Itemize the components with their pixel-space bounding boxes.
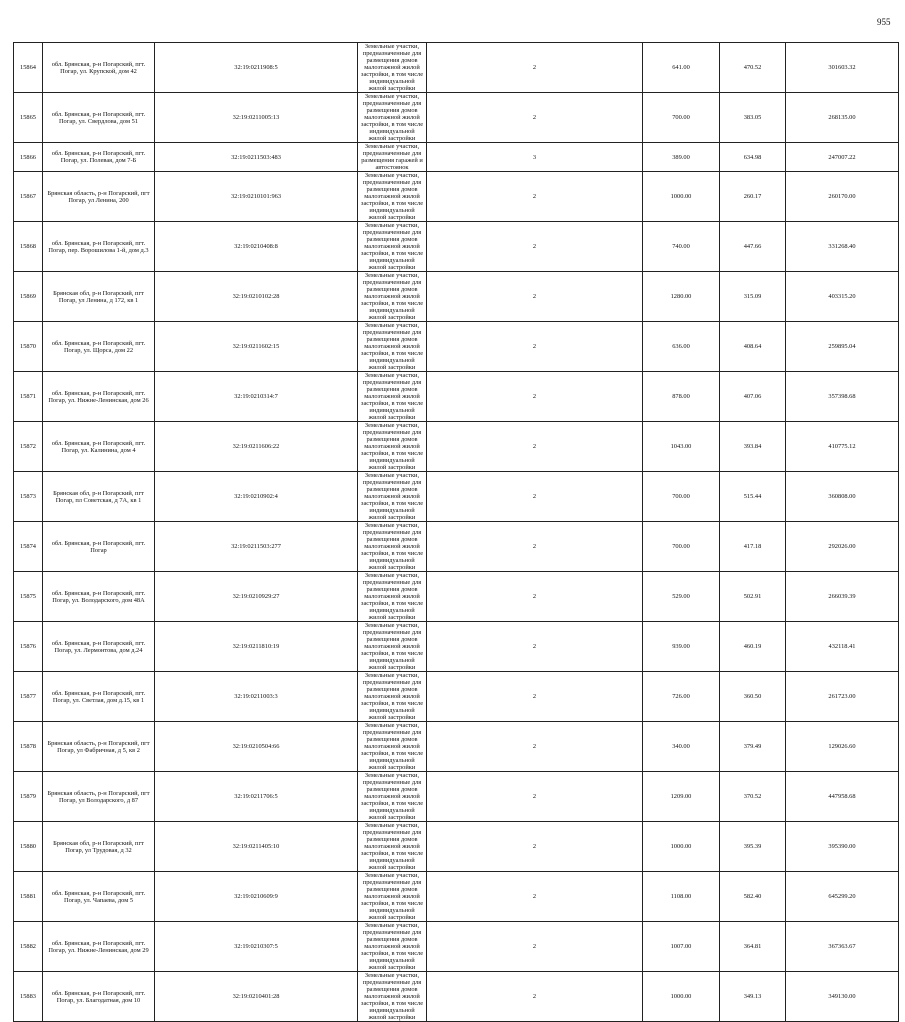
row-number-cell: 15869 bbox=[14, 272, 43, 322]
area-cell: 641.00 bbox=[643, 43, 720, 93]
page-number: 955 bbox=[877, 17, 891, 27]
cadastral-number-cell: 32:19:0210307:5 bbox=[155, 922, 358, 972]
group-cell: 2 bbox=[427, 822, 643, 872]
cadastral-value-cell: 432118.41 bbox=[786, 622, 899, 672]
area-cell: 1000.00 bbox=[643, 172, 720, 222]
cadastral-value-cell: 645299.20 bbox=[786, 872, 899, 922]
table-row bbox=[14, 322, 899, 372]
table-row bbox=[14, 772, 899, 822]
row-number-cell: 15882 bbox=[14, 922, 43, 972]
land-use-cell: Земельные участки, предназначенные для размещения домов малоэтажной жилой застройки, в том числе индивидуальной жилой застройки bbox=[358, 43, 427, 93]
specific-value-cell: 460.19 bbox=[720, 622, 786, 672]
row-number-cell: 15871 bbox=[14, 372, 43, 422]
group-cell: 3 bbox=[427, 143, 643, 172]
cadastral-number-cell: 32:19:0210902:4 bbox=[155, 472, 358, 522]
land-use-cell: Земельные участки, предназначенные для размещения домов малоэтажной жилой застройки, в том числе индивидуальной жилой застройки bbox=[358, 922, 427, 972]
group-cell: 2 bbox=[427, 922, 643, 972]
row-number-cell: 15865 bbox=[14, 93, 43, 143]
table-row bbox=[14, 372, 899, 422]
row-number-cell: 15874 bbox=[14, 522, 43, 572]
cadastral-value-cell: 268135.00 bbox=[786, 93, 899, 143]
group-cell: 2 bbox=[427, 672, 643, 722]
cadastral-number-cell: 32:19:0210102:28 bbox=[155, 272, 358, 322]
row-number-cell: 15877 bbox=[14, 672, 43, 722]
row-number-cell: 15879 bbox=[14, 772, 43, 822]
table-row bbox=[14, 622, 899, 672]
cadastral-value-cell: 357398.68 bbox=[786, 372, 899, 422]
cadastral-number-cell: 32:19:0210929:27 bbox=[155, 572, 358, 622]
address-cell: обл. Брянская, р-н Погарский, пгт. Погар, ул. Нижне-Ленинская, дом 29 bbox=[43, 922, 155, 972]
specific-value-cell: 470.52 bbox=[720, 43, 786, 93]
address-cell: обл. Брянская, р-н Погарский, пгт. Погар, ул. Полевая, дом 7-Б bbox=[43, 143, 155, 172]
specific-value-cell: 370.52 bbox=[720, 772, 786, 822]
cadastral-value-cell: 360808.00 bbox=[786, 472, 899, 522]
specific-value-cell: 634.98 bbox=[720, 143, 786, 172]
table-row bbox=[14, 93, 899, 143]
cadastral-value-cell: 403315.20 bbox=[786, 272, 899, 322]
specific-value-cell: 582.40 bbox=[720, 872, 786, 922]
specific-value-cell: 360.50 bbox=[720, 672, 786, 722]
area-cell: 1209.00 bbox=[643, 772, 720, 822]
group-cell: 2 bbox=[427, 43, 643, 93]
area-cell: 726.00 bbox=[643, 672, 720, 722]
table-row bbox=[14, 422, 899, 472]
cadastral-value-cell: 260170.00 bbox=[786, 172, 899, 222]
cadastral-number-cell: 32:19:0211908:5 bbox=[155, 43, 358, 93]
area-cell: 878.00 bbox=[643, 372, 720, 422]
group-cell: 2 bbox=[427, 522, 643, 572]
row-number-cell: 15872 bbox=[14, 422, 43, 472]
address-cell: Брянская обл, р-н Погарский, пгт Погар, ул Ленина, д 172, кв 1 bbox=[43, 272, 155, 322]
row-number-cell: 15873 bbox=[14, 472, 43, 522]
land-use-cell: Земельные участки, предназначенные для размещения гаражей и автостоянок bbox=[358, 143, 427, 172]
area-cell: 1000.00 bbox=[643, 972, 720, 1022]
land-use-cell: Земельные участки, предназначенные для размещения домов малоэтажной жилой застройки, в том числе индивидуальной жилой застройки bbox=[358, 672, 427, 722]
land-use-cell: Земельные участки, предназначенные для размещения домов малоэтажной жилой застройки, в том числе индивидуальной жилой застройки bbox=[358, 822, 427, 872]
land-use-cell: Земельные участки, предназначенные для размещения домов малоэтажной жилой застройки, в том числе индивидуальной жилой застройки bbox=[358, 622, 427, 672]
row-number-cell: 15883 bbox=[14, 972, 43, 1022]
cadastral-number-cell: 32:19:0210314:7 bbox=[155, 372, 358, 422]
cadastral-number-cell: 32:19:0211005:13 bbox=[155, 93, 358, 143]
address-cell: Брянская область, р-н Погарский, пгт Погар, ул Ленина, 200 bbox=[43, 172, 155, 222]
area-cell: 740.00 bbox=[643, 222, 720, 272]
cadastral-number-cell: 32:19:0211810:19 bbox=[155, 622, 358, 672]
table-row bbox=[14, 572, 899, 622]
land-use-cell: Земельные участки, предназначенные для размещения домов малоэтажной жилой застройки, в том числе индивидуальной жилой застройки bbox=[358, 722, 427, 772]
specific-value-cell: 408.64 bbox=[720, 322, 786, 372]
address-cell: обл. Брянская, р-н Погарский, пгт. Погар, ул. Щорса, дом 22 bbox=[43, 322, 155, 372]
table-row bbox=[14, 472, 899, 522]
row-number-cell: 15866 bbox=[14, 143, 43, 172]
cadastral-number-cell: 32:19:0210609:9 bbox=[155, 872, 358, 922]
cadastral-number-cell: 32:19:0210408:8 bbox=[155, 222, 358, 272]
address-cell: обл. Брянская, р-н Погарский, пгт. Погар, ул. Чапаева, дом 5 bbox=[43, 872, 155, 922]
table-row bbox=[14, 43, 899, 93]
area-cell: 389.00 bbox=[643, 143, 720, 172]
table-row bbox=[14, 722, 899, 772]
cadastral-number-cell: 32:19:0210101:963 bbox=[155, 172, 358, 222]
cadastral-number-cell: 32:19:0211003:3 bbox=[155, 672, 358, 722]
area-cell: 1000.00 bbox=[643, 822, 720, 872]
land-use-cell: Земельные участки, предназначенные для размещения домов малоэтажной жилой застройки, в том числе индивидуальной жилой застройки bbox=[358, 172, 427, 222]
table-row bbox=[14, 922, 899, 972]
row-number-cell: 15880 bbox=[14, 822, 43, 872]
address-cell: обл. Брянская, р-н Погарский, пгт. Погар, ул. Володарского, дом 48А bbox=[43, 572, 155, 622]
specific-value-cell: 315.09 bbox=[720, 272, 786, 322]
cadastral-value-table bbox=[13, 42, 899, 1022]
group-cell: 2 bbox=[427, 372, 643, 422]
address-cell: Брянская обл, р-н Погарский, пгт Погар, пл Советская, д 7А, кв 1 bbox=[43, 472, 155, 522]
specific-value-cell: 364.81 bbox=[720, 922, 786, 972]
specific-value-cell: 502.91 bbox=[720, 572, 786, 622]
cadastral-number-cell: 32:19:0211503:277 bbox=[155, 522, 358, 572]
area-cell: 1280.00 bbox=[643, 272, 720, 322]
land-use-cell: Земельные участки, предназначенные для размещения домов малоэтажной жилой застройки, в том числе индивидуальной жилой застройки bbox=[358, 322, 427, 372]
area-cell: 700.00 bbox=[643, 93, 720, 143]
table-row bbox=[14, 822, 899, 872]
group-cell: 2 bbox=[427, 472, 643, 522]
row-number-cell: 15867 bbox=[14, 172, 43, 222]
address-cell: обл. Брянская, р-н Погарский, пгт. Погар, ул. Крупской, дом 42 bbox=[43, 43, 155, 93]
row-number-cell: 15881 bbox=[14, 872, 43, 922]
land-use-cell: Земельные участки, предназначенные для размещения домов малоэтажной жилой застройки, в том числе индивидуальной жилой застройки bbox=[358, 93, 427, 143]
table-row bbox=[14, 222, 899, 272]
cadastral-number-cell: 32:19:0211606:22 bbox=[155, 422, 358, 472]
group-cell: 2 bbox=[427, 872, 643, 922]
table-row bbox=[14, 522, 899, 572]
specific-value-cell: 417.18 bbox=[720, 522, 786, 572]
table-body bbox=[14, 43, 899, 1022]
row-number-cell: 15876 bbox=[14, 622, 43, 672]
land-use-cell: Земельные участки, предназначенные для размещения домов малоэтажной жилой застройки, в том числе индивидуальной жилой застройки bbox=[358, 422, 427, 472]
cadastral-number-cell: 32:19:0211405:10 bbox=[155, 822, 358, 872]
group-cell: 2 bbox=[427, 722, 643, 772]
group-cell: 2 bbox=[427, 172, 643, 222]
land-use-cell: Земельные участки, предназначенные для размещения домов малоэтажной жилой застройки, в том числе индивидуальной жилой застройки bbox=[358, 572, 427, 622]
group-cell: 2 bbox=[427, 422, 643, 472]
area-cell: 1043.00 bbox=[643, 422, 720, 472]
cadastral-value-cell: 410775.12 bbox=[786, 422, 899, 472]
land-use-cell: Земельные участки, предназначенные для размещения домов малоэтажной жилой застройки, в том числе индивидуальной жилой застройки bbox=[358, 772, 427, 822]
table-row bbox=[14, 172, 899, 222]
cadastral-value-cell: 259895.04 bbox=[786, 322, 899, 372]
address-cell: Брянская область, р-н Погарский, пгт Погар, ул Фабричная, д 5, кв 2 bbox=[43, 722, 155, 772]
specific-value-cell: 349.13 bbox=[720, 972, 786, 1022]
cadastral-number-cell: 32:19:0211503:483 bbox=[155, 143, 358, 172]
table-row bbox=[14, 872, 899, 922]
land-use-cell: Земельные участки, предназначенные для размещения домов малоэтажной жилой застройки, в том числе индивидуальной жилой застройки bbox=[358, 222, 427, 272]
address-cell: обл. Брянская, р-н Погарский, пгт. Погар bbox=[43, 522, 155, 572]
group-cell: 2 bbox=[427, 222, 643, 272]
address-cell: обл. Брянская, р-н Погарский, пгт. Погар, ул. Светлая, дом д.15, кв 1 bbox=[43, 672, 155, 722]
cadastral-value-cell: 247007.22 bbox=[786, 143, 899, 172]
specific-value-cell: 379.49 bbox=[720, 722, 786, 772]
land-use-cell: Земельные участки, предназначенные для размещения домов малоэтажной жилой застройки, в том числе индивидуальной жилой застройки bbox=[358, 272, 427, 322]
specific-value-cell: 407.06 bbox=[720, 372, 786, 422]
cadastral-number-cell: 32:19:0211602:15 bbox=[155, 322, 358, 372]
cadastral-value-cell: 261723.00 bbox=[786, 672, 899, 722]
row-number-cell: 15878 bbox=[14, 722, 43, 772]
cadastral-value-cell: 367363.67 bbox=[786, 922, 899, 972]
land-use-cell: Земельные участки, предназначенные для размещения домов малоэтажной жилой застройки, в том числе индивидуальной жилой застройки bbox=[358, 872, 427, 922]
address-cell: обл. Брянская, р-н Погарский, пгт. Погар, ул. Калинина, дом 4 bbox=[43, 422, 155, 472]
address-cell: Брянская обл, р-н Погарский, пгт Погар, ул Трудовая, д 32 bbox=[43, 822, 155, 872]
group-cell: 2 bbox=[427, 322, 643, 372]
group-cell: 2 bbox=[427, 622, 643, 672]
cadastral-value-cell: 292026.00 bbox=[786, 522, 899, 572]
table-row bbox=[14, 672, 899, 722]
cadastral-value-cell: 395390.00 bbox=[786, 822, 899, 872]
cadastral-value-cell: 349130.00 bbox=[786, 972, 899, 1022]
address-cell: обл. Брянская, р-н Погарский, пгт. Погар, ул. Лермонтова, дом д.24 bbox=[43, 622, 155, 672]
land-use-cell: Земельные участки, предназначенные для размещения домов малоэтажной жилой застройки, в том числе индивидуальной жилой застройки bbox=[358, 472, 427, 522]
specific-value-cell: 447.66 bbox=[720, 222, 786, 272]
group-cell: 2 bbox=[427, 93, 643, 143]
group-cell: 2 bbox=[427, 272, 643, 322]
area-cell: 1007.00 bbox=[643, 922, 720, 972]
cadastral-value-cell: 266039.39 bbox=[786, 572, 899, 622]
row-number-cell: 15875 bbox=[14, 572, 43, 622]
table-row bbox=[14, 972, 899, 1022]
cadastral-number-cell: 32:19:0210401:28 bbox=[155, 972, 358, 1022]
address-cell: обл. Брянская, р-н Погарский, пгт. Погар, ул. Нижне-Ленинская, дом 26 bbox=[43, 372, 155, 422]
cadastral-value-cell: 447958.68 bbox=[786, 772, 899, 822]
area-cell: 636.00 bbox=[643, 322, 720, 372]
cadastral-value-cell: 301603.32 bbox=[786, 43, 899, 93]
cadastral-number-cell: 32:19:0211706:5 bbox=[155, 772, 358, 822]
area-cell: 700.00 bbox=[643, 522, 720, 572]
table-row bbox=[14, 143, 899, 172]
group-cell: 2 bbox=[427, 572, 643, 622]
address-cell: обл. Брянская, р-н Погарский, пгт. Погар, ул. Свердлова, дом 51 bbox=[43, 93, 155, 143]
group-cell: 2 bbox=[427, 772, 643, 822]
row-number-cell: 15870 bbox=[14, 322, 43, 372]
area-cell: 529.00 bbox=[643, 572, 720, 622]
table-row bbox=[14, 272, 899, 322]
address-cell: Брянская область, р-н Погарский, пгт Погар, ул Володарского, д 87 bbox=[43, 772, 155, 822]
cadastral-value-cell: 129026.60 bbox=[786, 722, 899, 772]
specific-value-cell: 393.84 bbox=[720, 422, 786, 472]
area-cell: 700.00 bbox=[643, 472, 720, 522]
row-number-cell: 15864 bbox=[14, 43, 43, 93]
land-use-cell: Земельные участки, предназначенные для размещения домов малоэтажной жилой застройки, в том числе индивидуальной жилой застройки bbox=[358, 522, 427, 572]
specific-value-cell: 260.17 bbox=[720, 172, 786, 222]
land-use-cell: Земельные участки, предназначенные для размещения домов малоэтажной жилой застройки, в том числе индивидуальной жилой застройки bbox=[358, 372, 427, 422]
group-cell: 2 bbox=[427, 972, 643, 1022]
cadastral-number-cell: 32:19:0210504:66 bbox=[155, 722, 358, 772]
area-cell: 939.00 bbox=[643, 622, 720, 672]
address-cell: обл. Брянская, р-н Погарский, пгт. Погар, ул. Благодатная, дом 10 bbox=[43, 972, 155, 1022]
cadastral-value-cell: 331268.40 bbox=[786, 222, 899, 272]
specific-value-cell: 395.39 bbox=[720, 822, 786, 872]
area-cell: 1108.00 bbox=[643, 872, 720, 922]
row-number-cell: 15868 bbox=[14, 222, 43, 272]
address-cell: обл. Брянская, р-н Погарский, пгт. Погар, пер. Ворошилова 1-й, дом д.3 bbox=[43, 222, 155, 272]
specific-value-cell: 383.05 bbox=[720, 93, 786, 143]
area-cell: 340.00 bbox=[643, 722, 720, 772]
land-use-cell: Земельные участки, предназначенные для размещения домов малоэтажной жилой застройки, в том числе индивидуальной жилой застройки bbox=[358, 972, 427, 1022]
specific-value-cell: 515.44 bbox=[720, 472, 786, 522]
